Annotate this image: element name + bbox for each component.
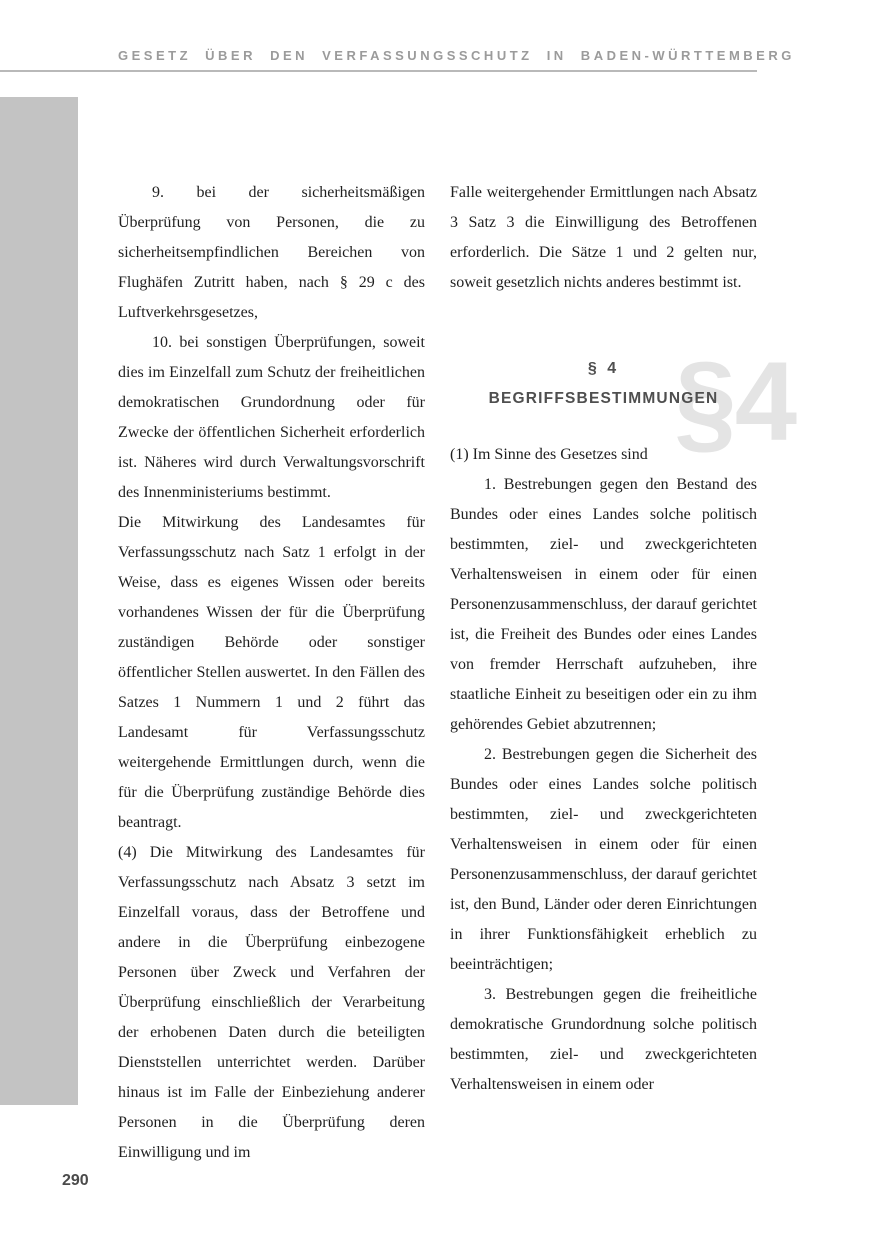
page-margin-strip [0,97,78,1105]
list-item-10: 10. bei sonstigen Überprüfungen, soweit dies im Einzelfall zum Schutz der freiheitlichen demokratischen Grundordnung oder für Zwecke der öffentlichen Sicherheit erforderlich ist. Näheres wird durch Verwaltungsvorschrift des Innenministeriums bestimmt. [118,334,425,501]
header-rule-divider [0,70,757,72]
section-watermark: §4 [674,339,795,464]
paragraph-continuation: Die Mitwirkung des Landesamtes für Verfassungsschutz nach Satz 1 erfolgt in der Weise, dass es eigenes Wissen oder bereits vorhandenes Wissen der für die Überprüfung zuständigen Behörde oder sonstiger öffentlicher Stellen auswertet. In den Fällen des Satzes 1 Nummern 1 und 2 führt das Landesamt für Verfassungsschutz weitergehende Ermittlungen durch, wenn die für die Überprüfung zuständige Behörde dies beantragt. [118,514,425,831]
left-text-column [118,178,425,1168]
page-body [118,178,795,1168]
running-header-title: GESETZ ÜBER DEN VERFASSUNGSSCHUTZ IN BADEN-WÜRTTEMBERG [118,48,795,63]
list-item-1: 1. Bestrebungen gegen den Bestand des Bundes oder eines Landes solche politisch bestimmten, ziel- und zweckgerichteten Verhaltensweisen in einem oder für einen Personenzusammenschluss, der darauf gerichtet ist, die Freiheit des Bundes oder eines Landes von fremder Herrschaft aufzuheben, ihre staatliche Einheit zu beseitigen oder ein zu ihm gehörendes Gebiet abzutrennen; [450,476,757,733]
section-title: BEGRIFFSBESTIMMUNGEN [488,390,719,407]
page-number: 290 [62,1172,89,1189]
right-text-column [450,178,795,1168]
paragraph-absatz-1-intro: (1) Im Sinne des Gesetzes sind [450,446,648,463]
paragraph-continuation-from-left: Falle weitergehender Ermittlungen nach Absatz 3 Satz 3 die Einwilligung des Betroffenen erforderlich. Die Sätze 1 und 2 gelten nur, soweit gesetzlich nichts anderes bestimmt ist. [450,184,757,291]
list-item-2: 2. Bestrebungen gegen die Sicherheit des Bundes oder eines Landes solche politisch bestimmten, ziel- und zweckgerichteten Verhaltensweisen in einem oder für einen Personenzusammenschluss, der darauf gerichtet ist, den Bund, Länder oder deren Einrichtungen in ihrer Funktionsfähigkeit erheblich zu beeinträchtigen; [450,746,757,973]
list-item-3: 3. Bestrebungen gegen die freiheitliche demokratische Grundordnung solche politisch bestimmten, ziel- und zweckgerichteten Verhaltensweisen in einem oder [450,986,757,1093]
paragraph-absatz-4: (4) Die Mitwirkung des Landesamtes für Verfassungsschutz nach Absatz 3 setzt im Einzelfall voraus, dass der Betroffene und andere in die Überprüfung einbezogene Personen über Zweck und Verfahren der Überprüfung einschließlich der Verarbeitung der erhobenen Daten durch die beteiligten Dienststellen unterrichtet werden. Darüber hinaus ist im Falle der Einbeziehung anderer Personen in die Überprüfung deren Einwilligung und im [118,844,425,1161]
section-number: § 4 [587,360,620,377]
list-item-9: 9. bei der sicherheitsmäßigen Überprüfung von Personen, die zu sicherheitsempfindlichen Bereichen von Flughäfen Zutritt haben, nach § 29 c des Luftverkehrsgesetzes, [118,184,425,321]
